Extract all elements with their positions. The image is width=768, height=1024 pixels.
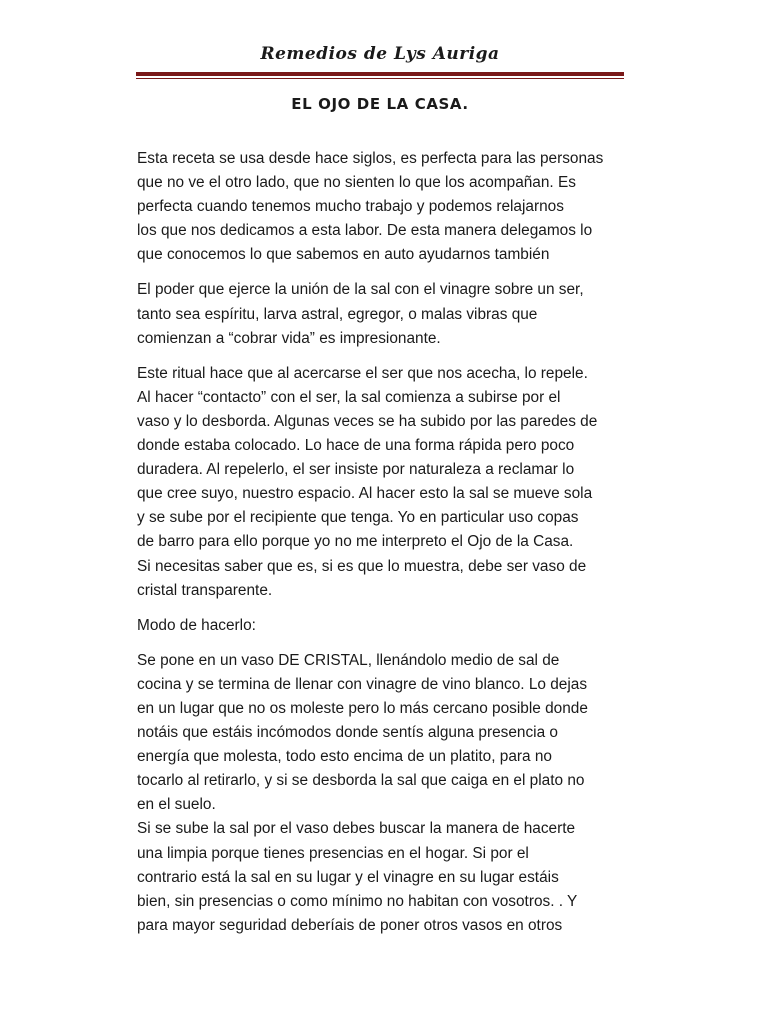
text-line: Se pone en un vaso DE CRISTAL, llenándolo medio de sal de [137, 651, 560, 669]
section-heading: Modo de hacerlo: [137, 616, 256, 634]
text-line: El poder que ejerce la unión de la sal con el vinagre sobre un ser, [137, 281, 584, 299]
document-body [137, 147, 627, 949]
text-line: contrario está la sal en su lugar y el vinagre en su lugar estáis [137, 868, 559, 886]
text-line: Si se sube la sal por el vaso debes buscar la manera de hacerte [137, 820, 576, 838]
text-line: en el suelo. [137, 796, 216, 814]
text-line: tocarlo al retirarlo, y si se desborda la sal que caiga en el plato no [137, 772, 585, 790]
header-rule-thin [136, 78, 624, 79]
text-line: Al hacer “contacto” con el ser, la sal comienza a subirse por el [137, 388, 561, 406]
paragraph-method [137, 649, 627, 818]
text-line: tanto sea espíritu, larva astral, egregor, o malas vibras que [137, 305, 538, 323]
text-line: y se sube por el recipiente que tenga. Yo en particular uso copas [137, 509, 579, 527]
text-line: energía que molesta, todo esto encima de un platito, para no [137, 748, 552, 766]
text-line: de barro para ello porque yo no me interpreto el Ojo de la Casa. [137, 533, 574, 551]
text-line: cocina y se termina de llenar con vinagre de vino blanco. Lo dejas [137, 675, 588, 693]
paragraph-result [137, 817, 627, 937]
paragraph-ritual [137, 362, 627, 603]
text-line: perfecta cuando tenemos mucho trabajo y podemos relajarnos [137, 198, 564, 216]
text-line: para mayor seguridad deberíais de poner otros vasos en otros [137, 916, 563, 934]
text-line: una limpia porque tienes presencias en el hogar. Si por el [137, 844, 529, 862]
text-line: duradera. Al repelerlo, el ser insiste por naturaleza a reclamar lo [137, 461, 575, 479]
text-line: Esta receta se usa desde hace siglos, es perfecta para las personas [137, 150, 604, 167]
text-line: que no ve el otro lado, que no sienten lo que los acompañan. Es [137, 174, 576, 192]
header-rule-thick [136, 72, 624, 76]
text-line: comienzan a “cobrar vida” es impresionante. [137, 329, 441, 347]
text-line: donde estaba colocado. Lo hace de una forma rápida pero poco [137, 437, 575, 455]
text-line: en un lugar que no os moleste pero lo más cercano posible donde [137, 699, 588, 717]
paragraph-power [137, 278, 627, 350]
paragraph-intro [137, 147, 627, 267]
text-line: que cree suyo, nuestro espacio. Al hacer esto la sal se mueve sola [137, 485, 593, 503]
document-title: EL OJO DE LA CASA. [291, 95, 469, 113]
text-line: Este ritual hace que al acercarse el ser que nos acecha, lo repele. [137, 364, 588, 382]
text-line: bien, sin presencias o como mínimo no habitan con vosotros. . Y [137, 892, 578, 910]
text-line: Si necesitas saber que es, si es que lo muestra, debe ser vaso de [137, 557, 587, 575]
text-line: que conocemos lo que sabemos en auto ayudarnos también [137, 246, 550, 264]
running-header: Remedios de Lys Auriga [260, 44, 500, 64]
text-line: vaso y lo desborda. Algunas veces se ha subido por las paredes de [137, 412, 598, 430]
paragraph-method-heading [137, 614, 627, 638]
text-line: notáis que estáis incómodos donde sentís alguna presencia o [137, 724, 558, 742]
text-line: los que nos dedicamos a esta labor. De esta manera delegamos lo [137, 222, 593, 240]
text-line: cristal transparente. [137, 581, 273, 599]
